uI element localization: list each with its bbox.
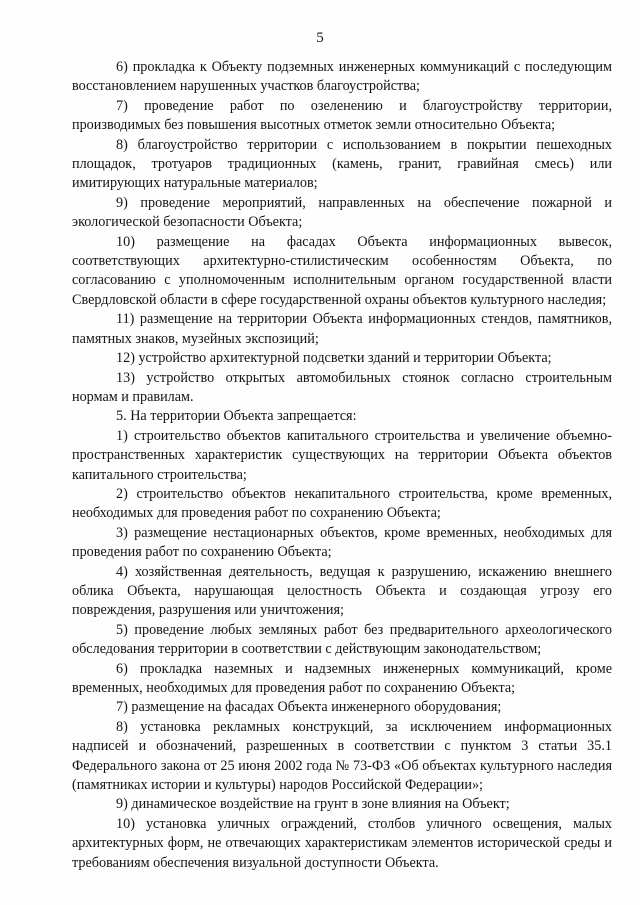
paragraph-item-10-allowed: 10) размещение на фасадах Объекта информационных вывесок, соответствующих архитектурно-стилистическим особенностям Объекта, по согласованию с уполномоченным исполнительным органом государственной власти Свердловской области в сфере государственной охраны объектов культурного наследия;: [72, 233, 612, 308]
paragraph-item-7-prohibited: 7) размещение на фасадах Объекта инженерного оборудования;: [116, 699, 502, 716]
paragraph-item-8-allowed: 8) благоустройство территории с использованием в покрытии пешеходных площадок, тротуаров традиционных (камень, гранит, гравийная смесь) или имитирующих натуральные материалов;: [72, 136, 612, 192]
section-5-heading: 5. На территории Объекта запрещается:: [116, 408, 357, 425]
paragraph-item-13-allowed: 13) устройство открытых автомобильных стоянок согласно строительным нормам и правилам.: [72, 369, 612, 405]
paragraph-item-9-allowed: 9) проведение мероприятий, направленных на обеспечение пожарной и экологической безопасности Объекта;: [72, 194, 612, 231]
paragraph-item-4-prohibited: 4) хозяйственная деятельность, ведущая к разрушению, искажению внешнего облика Объекта, нарушающая целостность Объекта и создающая угрозу его повреждения, разрушения или уничтожения;: [72, 563, 612, 619]
paragraph-item-11-allowed: 11) размещение на территории Объекта информационных стендов, памятников, памятных знаков, музейных экспозиций;: [72, 311, 612, 347]
document-body: [72, 58, 612, 873]
paragraph-item-6-allowed: 6) прокладка к Объекту подземных инженерных коммуникаций с последующим восстановлением нарушенных участков благоустройства;: [72, 59, 612, 95]
paragraph-item-6-prohibited: 6) прокладка наземных и надземных инженерных коммуникаций, кроме временных, необходимых для проведения работ по сохранению Объекта;: [72, 660, 612, 696]
paragraph-item-2-prohibited: 2) строительство объектов некапитального строительства, кроме временных, необходимых для проведения работ по сохранению Объекта;: [72, 485, 612, 522]
paragraph-item-1-prohibited: 1) строительство объектов капитального строительства и увеличение объемно-пространственных характеристик существующих на территории Объекта объектов капитального строительства;: [72, 427, 612, 483]
page-number: 5: [316, 30, 324, 46]
paragraph-item-12-allowed: 12) устройство архитектурной подсветки зданий и территории Объекта;: [116, 350, 552, 367]
paragraph-item-5-prohibited: 5) проведение любых земляных работ без предварительного археологического обследования территории в соответствии с действующим законодательством;: [72, 621, 612, 658]
paragraph-item-9-prohibited: 9) динамическое воздействие на грунт в зоне влияния на Объект;: [116, 796, 510, 813]
paragraph-item-8-prohibited: 8) установка рекламных конструкций, за исключением информационных надписей и обозначений, разрешенных в соответствии с пунктом 3 статьи 35.1 Федерального закона от 25 июня 2002 года № 73-ФЗ «Об объектах культурного наследия (памятниках истории и культуры) народов Российской Федерации»;: [72, 718, 612, 794]
paragraph-item-3-prohibited: 3) размещение нестационарных объектов, кроме временных, необходимых для проведения работ по сохранению Объекта;: [72, 524, 612, 561]
paragraph-item-10-prohibited: 10) установка уличных ограждений, столбов уличного освещения, малых архитектурных форм, не отвечающих характеристикам элементов исторической среды и требованиям обеспечения визуальной доступности Объекта.: [72, 815, 612, 871]
paragraph-item-7-allowed: 7) проведение работ по озеленению и благоустройству территории, производимых без повышения высотных отметок земли относительно Объекта;: [72, 97, 612, 134]
